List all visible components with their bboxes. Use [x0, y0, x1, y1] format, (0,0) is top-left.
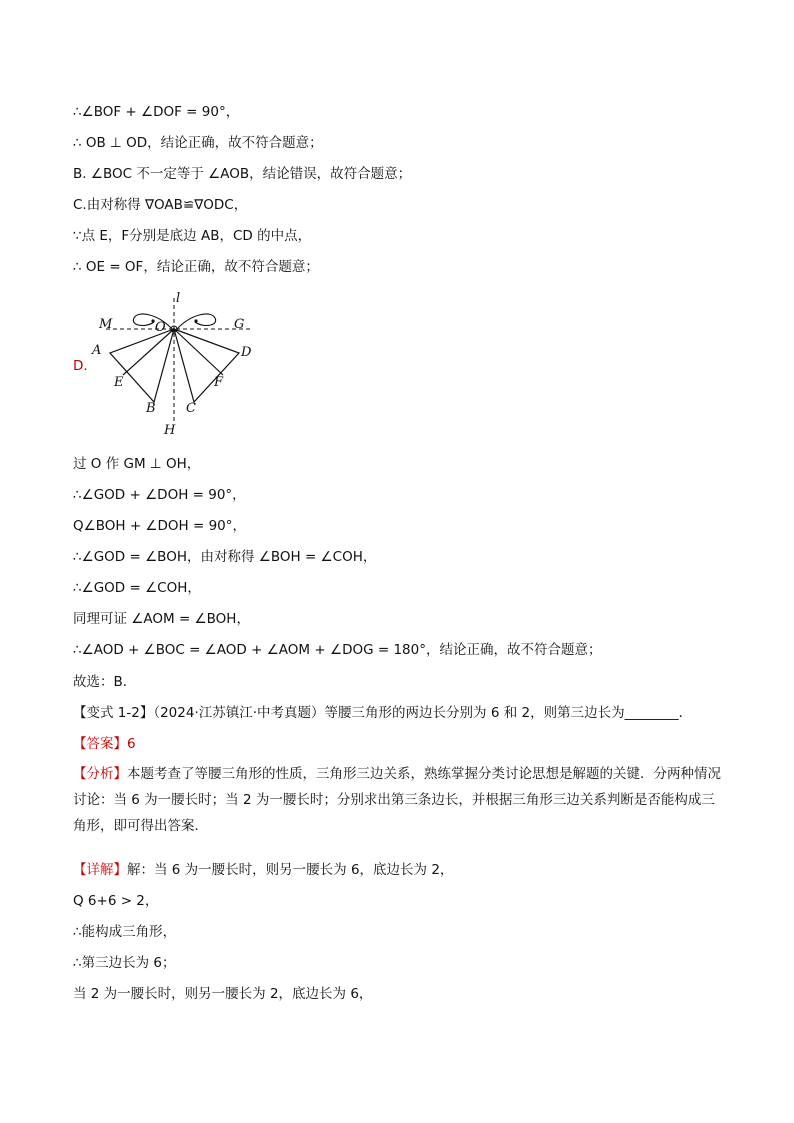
analysis-tag: 【分析】	[73, 766, 127, 782]
variant-tag: 【变式 1-2】	[73, 705, 154, 721]
choice-answer: 故选：B．	[73, 674, 137, 690]
variant-question	[73, 703, 692, 723]
label-b: B	[146, 401, 156, 416]
geometry-figure	[92, 288, 266, 438]
proof-line-1: ∴∠BOF + ∠DOF = 90°，	[73, 104, 240, 120]
label-g: G	[234, 317, 245, 332]
option-b-line: B. ∠BOC 不一定等于 ∠AOB，结论错误，故符合题意；	[73, 166, 412, 182]
option-c-conclusion: ∴ OE = OF，结论正确，故不符合题意；	[73, 259, 319, 275]
proof-d-line-5: ∴∠GOD = ∠COH，	[73, 580, 201, 596]
label-d: D	[241, 345, 252, 360]
proof-d-line-4: ∴∠GOD = ∠BOH，由对称得 ∠BOH = ∠COH，	[73, 549, 377, 565]
label-h: H	[164, 423, 176, 438]
variant-source: （2024·江苏镇江·中考真题）	[153, 705, 325, 721]
label-f: F	[214, 375, 224, 390]
answer-value: 6	[127, 736, 136, 752]
option-c-midpoint-line: ∵点 E，F分别是底边 AB，CD 的中点，	[73, 228, 312, 244]
segment-of	[174, 329, 223, 375]
proof-line-2: ∴ OB ⊥ OD，结论正确，故不符合题意；	[73, 135, 323, 151]
detail-line-3: ∴能构成三角形，	[73, 924, 177, 940]
label-a: A	[92, 343, 102, 358]
detail-line-1	[73, 860, 453, 880]
answer-tag: 【答案】	[73, 736, 127, 752]
label-c: C	[186, 401, 196, 416]
triangle-oab	[110, 329, 174, 402]
proof-d-line-1: 过 O 作 GM ⊥ OH，	[73, 456, 201, 472]
analysis-text: 本题考查了等腰三角形的性质，三角形三边关系，熟练掌握分类讨论思想是解题的关键．分两种情况讨论：当 6 为一腰长时；当 2 为一腰长时；分别求出第三条边长，并根据三角形三边关系判断是否能构成三角形，即可得出答案．	[73, 766, 721, 834]
detail-tag: 【详解】	[73, 862, 127, 878]
triangle-odc	[174, 329, 239, 402]
option-c-line: C.由对称得 ∇OAB≌∇ODC，	[73, 197, 248, 213]
variant-question-text: 等腰三角形的两边长分别为 6 和 2，则第三边长为________．	[324, 705, 693, 721]
label-m: M	[99, 317, 113, 332]
segment-oe	[123, 329, 174, 375]
detail-line-4: ∴第三边长为 6；	[73, 955, 176, 971]
detail-text: 解：当 6 为一腰长时，则另一腰长为 6，底边长为 2，	[127, 862, 454, 878]
proof-d-line-2: ∴∠GOD + ∠DOH = 90°，	[73, 487, 246, 503]
detail-line-5: 当 2 为一腰长时，则另一腰长为 2，底边长为 6，	[73, 986, 373, 1002]
label-l: l	[176, 291, 181, 306]
label-e: E	[114, 375, 124, 390]
label-o: O	[155, 320, 166, 335]
proof-d-line-6: 同理可证 ∠AOM = ∠BOH，	[73, 611, 250, 627]
proof-d-line-7: ∴∠AOD + ∠BOC = ∠AOD + ∠AOM + ∠DOG = 180°，结论正确，故不符合题意；	[73, 642, 602, 658]
analysis-paragraph	[73, 761, 723, 839]
detail-line-2: Q 6+6 > 2，	[73, 893, 159, 909]
proof-d-line-3: Q∠BOH + ∠DOH = 90°，	[73, 518, 247, 534]
arc-dot-right	[194, 319, 197, 322]
option-d-label: D.	[73, 358, 88, 374]
answer-line	[73, 734, 136, 754]
